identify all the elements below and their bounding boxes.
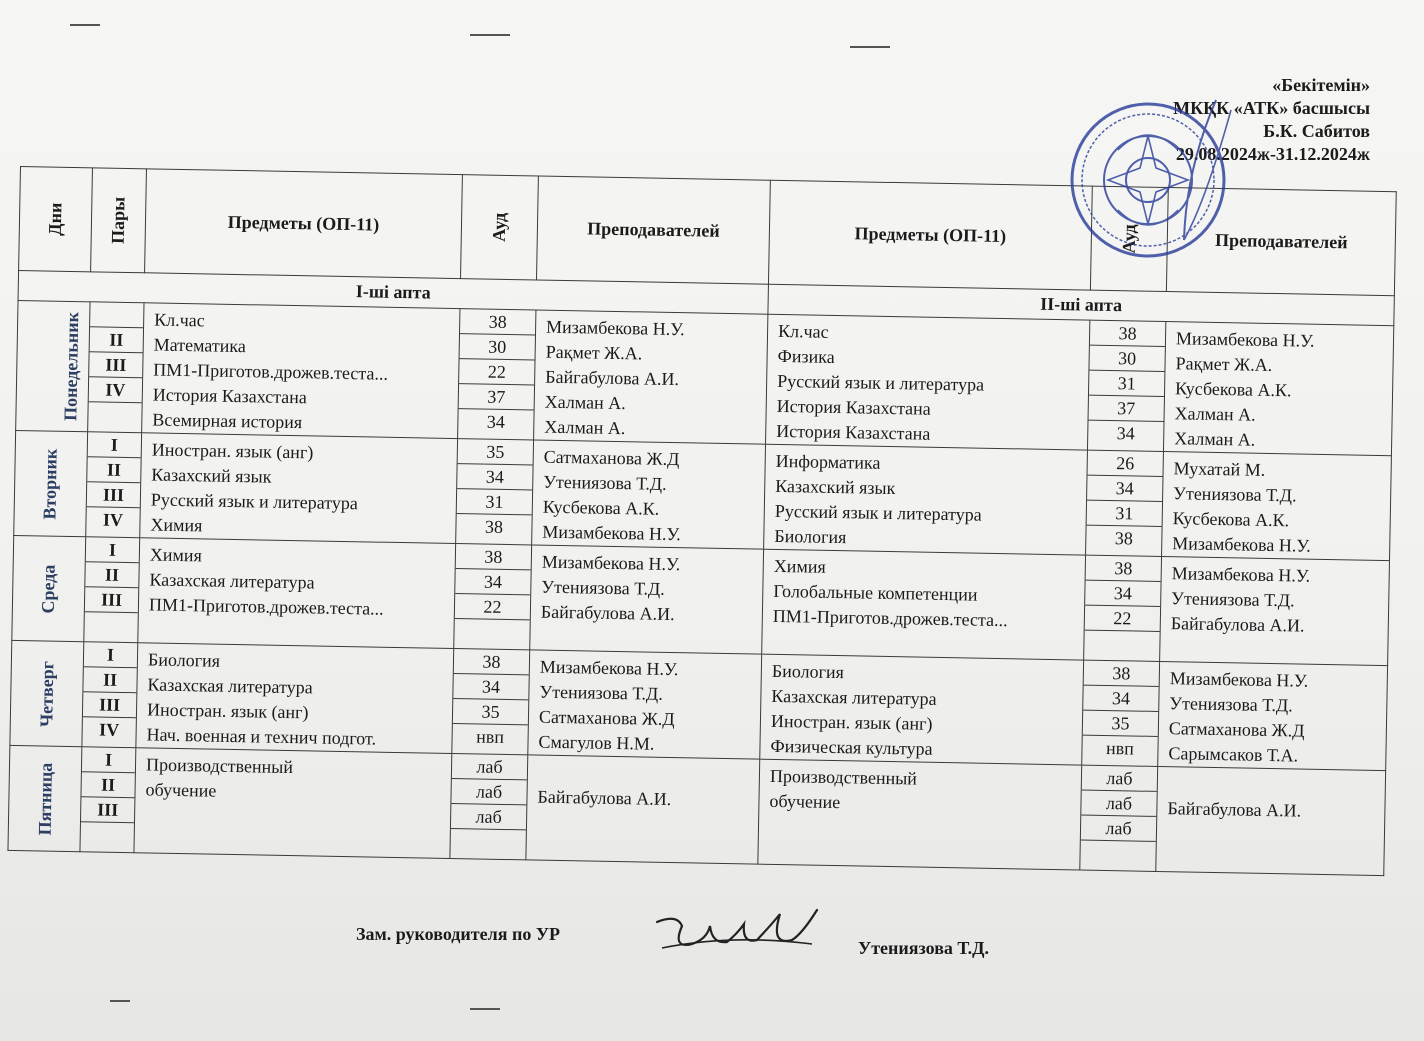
week2-subjects: Биология Казахская литература Иностран. язык (анг) Физическая культура — [760, 654, 1084, 765]
day-label: Пятница — [8, 745, 82, 851]
approval-period: 29.08.2024ж-31.12.2024ж — [1175, 144, 1370, 164]
footer-name: Утениязова Т.Д. — [858, 938, 990, 958]
week2-teachers: Мизамбекова Н.У. Утениязова Т.Д. Байгабулова А.И. — [1160, 556, 1390, 665]
week1-auditoriums: 38 34 22 — [454, 544, 532, 650]
scan-mark — [470, 1008, 500, 1010]
header-aud-week1: Ауд — [461, 175, 539, 280]
week1-label: І-ші апта — [18, 270, 768, 314]
pair-numbers: I II III IV — [86, 432, 142, 538]
pair-numbers: I II III — [84, 537, 140, 643]
header-subjects-week1: Предметы (ОП-11) — [145, 169, 463, 279]
week1-auditoriums: 38 30 22 37 34 — [458, 309, 536, 440]
scan-mark — [70, 24, 100, 26]
week2-auditoriums: лаб лаб лаб — [1080, 765, 1158, 871]
header-pairs: Пары — [91, 168, 147, 273]
schedule-table — [7, 166, 1396, 876]
week1-teachers: Мизамбекова Н.У. Утениязова Т.Д. Сатмаханова Ж.Д Смагулов Н.М. — [528, 650, 762, 759]
footer-position: Зам. руководителя по УР — [356, 924, 561, 944]
header-teachers-week1: Преподавателей — [536, 176, 770, 284]
week1-subjects: Кл.час Математика ПМ1-Приготов.дрожев.теста... История Казахстана Всемирная история — [142, 303, 460, 439]
scan-mark — [470, 34, 510, 36]
day-row-monday — [16, 300, 1394, 455]
week1-teachers: Байгабулова А.И. — [526, 755, 760, 864]
week1-subjects: Биология Казахская литература Иностран. язык (анг) Нач. военная и технич подгот. — [136, 643, 454, 754]
week1-subjects: Иностран. язык (анг) Казахский язык Русский язык и литература Химия — [140, 433, 458, 544]
day-label: Вторник — [14, 430, 88, 536]
week2-auditoriums: 26 34 31 38 — [1086, 450, 1164, 556]
week1-teachers: Мизамбекова Н.У. Рақмет Ж.А. Байгабулова А.И. Халман А. Халман А. — [534, 310, 768, 444]
week1-subjects: Производственный обучение — [134, 748, 452, 859]
week2-teachers: Мухатай М. Утениязова Т.Д. Кусбекова А.К. Мизамбекова Н.У. — [1162, 452, 1392, 561]
week2-subjects: Кл.час Физика Русский язык и литература История Казахстана История Казахстана — [766, 314, 1090, 450]
header-subjects-week2: Предметы (ОП-11) — [768, 180, 1092, 290]
scan-mark — [110, 1000, 130, 1002]
week1-auditoriums: 35 34 31 38 — [456, 439, 534, 545]
day-label: Среда — [12, 535, 86, 641]
scan-mark — [850, 46, 890, 48]
signature-icon — [652, 904, 822, 964]
week2-subjects: Производственный обучение — [758, 759, 1082, 870]
week1-teachers: Сатмаханова Ж.Д Утениязова Т.Д. Кусбекова А.К. Мизамбекова Н.У. — [532, 440, 766, 549]
week2-label: ІІ-ші апта — [768, 284, 1394, 325]
week1-auditoriums: лаб лаб лаб — [450, 754, 528, 860]
pair-numbers: I II III IV — [82, 642, 138, 748]
approval-title: «Бекітемін» — [1272, 75, 1370, 95]
week1-auditoriums: 38 34 35 нвп — [452, 649, 530, 755]
day-label: Четверг — [10, 640, 84, 746]
week2-auditoriums: 38 30 31 37 34 — [1087, 320, 1165, 451]
header-days: Дни — [19, 167, 93, 272]
schedule-sheet — [6, 166, 1396, 941]
approval-position: МКҚК «АТК» басшысы — [1173, 98, 1370, 118]
week1-teachers: Мизамбекова Н.У. Утениязова Т.Д. Байгабулова А.И. — [530, 545, 764, 654]
header-aud-week2: Ауд — [1090, 186, 1168, 291]
pair-numbers: I II III — [80, 747, 136, 853]
approval-signer: Б.К. Сабитов — [1263, 121, 1370, 141]
week2-auditoriums: 38 34 35 нвп — [1082, 660, 1160, 766]
header-teachers-week2: Преподавателей — [1166, 188, 1396, 296]
day-label: Понедельник — [16, 300, 90, 431]
week1-subjects: Химия Казахская литература ПМ1-Приготов.дрожев.теста... — [138, 538, 456, 649]
week2-subjects: Информатика Казахский язык Русский язык и литература Биология — [764, 444, 1088, 555]
pair-numbers: II III IV — [88, 302, 144, 433]
week2-teachers: Байгабулова А.И. — [1156, 766, 1386, 875]
official-stamp-icon — [1066, 80, 1236, 270]
week2-subjects: Химия Голобальные компетенции ПМ1-Приготов.дрожев.теста... — [762, 549, 1086, 660]
week2-teachers: Мизамбекова Н.У. Рақмет Ж.А. Кусбекова А.К. Халман А. Халман А. — [1163, 322, 1393, 456]
week2-teachers: Мизамбекова Н.У. Утениязова Т.Д. Сатмаханова Ж.Д Сарымсаков Т.А. — [1158, 661, 1388, 770]
week2-auditoriums: 38 34 22 — [1084, 555, 1162, 661]
